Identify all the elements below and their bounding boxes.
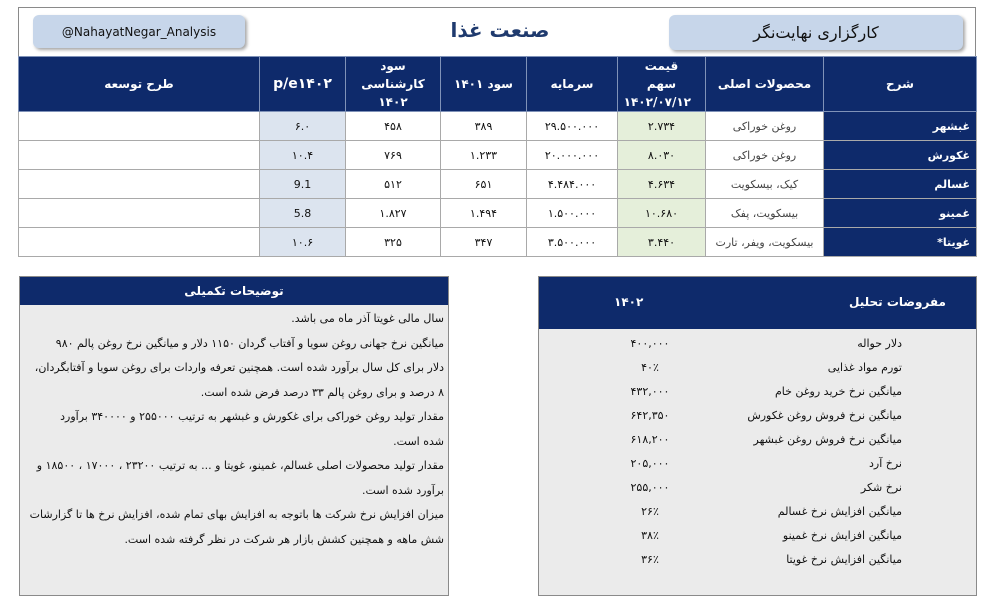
- stock-product: بیسکویت، پفک: [706, 199, 824, 228]
- analysis-assumptions-header: [539, 277, 976, 329]
- col-header-description: شرح: [824, 57, 977, 112]
- assumption-label: میانگین افزایش نرخ غسالم: [777, 505, 902, 518]
- note-line: میانگین نرخ جهانی روغن سویا و آفتاب گردان ۱۱۵۰ دلار و میانگین نرخ روغن پالم ۹۸۰: [55, 336, 444, 350]
- notes-header: توضیحات تکمیلی: [20, 277, 448, 305]
- stock-price: ۴.۶۳۴: [618, 170, 706, 199]
- col-header-plan: طرح توسعه: [19, 57, 260, 112]
- stock-profit-1402: ۴۵۸: [346, 112, 441, 141]
- stock-profit-1402: ۱.۸۲۷: [346, 199, 441, 228]
- assumption-value: ۲۶٪: [641, 505, 659, 518]
- stock-capital: ۲۰.۰۰۰.۰۰۰: [527, 141, 618, 170]
- stock-profit-1401: ۶۵۱: [441, 170, 527, 199]
- stock-capital: ۳.۵۰۰.۰۰۰: [527, 228, 618, 257]
- notes-body: [22, 307, 446, 552]
- assumption-label: میانگین نرخ خرید روغن خام: [774, 385, 902, 398]
- table-row: [19, 199, 977, 228]
- col-header-profit-1401: سود ۱۴۰۱: [441, 57, 527, 112]
- assumption-label: میانگین افزایش نرخ غویتا: [786, 553, 902, 566]
- note-line: ۸ درصد و برای روغن پالم ۳۳ درصد فرض شده است.: [200, 385, 444, 399]
- stock-profit-1401: ۳۴۷: [441, 228, 527, 257]
- stock-pe: ۱۰.۶: [260, 228, 346, 257]
- assumption-label: نرخ شکر: [860, 481, 902, 494]
- stock-product: کیک، بیسکویت: [706, 170, 824, 199]
- list-item: [540, 332, 976, 356]
- note-line: شده است.: [393, 434, 444, 448]
- stock-profit-1401: ۱.۲۳۳: [441, 141, 527, 170]
- assumption-value: ۴۳۲,۰۰۰: [630, 385, 670, 398]
- stock-profit-1402: ۷۶۹: [346, 141, 441, 170]
- analysis-year: ۱۴۰۲: [614, 295, 644, 309]
- assumption-value: ۳۶٪: [641, 553, 659, 566]
- assumption-label: تورم مواد غذایی: [827, 361, 902, 374]
- stock-profit-1402: ۵۱۲: [346, 170, 441, 199]
- note-line: سال مالی غویتا آذر ماه می باشد.: [291, 312, 444, 325]
- stock-profit-1401: ۳۸۹: [441, 112, 527, 141]
- col-header-capital: سرمایه: [527, 57, 618, 112]
- assumption-value: ۶۴۲,۳۵۰: [630, 409, 670, 422]
- table-header-row: [19, 57, 977, 112]
- note-line: برآورد شده است.: [361, 483, 444, 497]
- page-title: صنعت غذا: [450, 18, 550, 42]
- stock-plan: [19, 112, 260, 141]
- stock-name: غسالم: [824, 170, 977, 199]
- list-item: [540, 380, 976, 404]
- assumption-value: ۴۰۰,۰۰۰: [630, 337, 670, 350]
- assumption-value: ۴۰٪: [641, 361, 659, 374]
- stock-product: روغن خوراکی: [706, 112, 824, 141]
- col-header-price: قیمت سهم ۱۴۰۲/۰۷/۱۲: [618, 57, 706, 112]
- stock-price: ۸.۰۳۰: [618, 141, 706, 170]
- stock-capital: ۱.۵۰۰.۰۰۰: [527, 199, 618, 228]
- stock-profit-1402: ۳۲۵: [346, 228, 441, 257]
- stocks-table: [18, 56, 977, 257]
- stock-pe: 9.1: [260, 170, 346, 199]
- stock-pe: 5.8: [260, 199, 346, 228]
- list-item: [540, 524, 976, 548]
- assumption-label: میانگین نرخ فروش روغن غبشهر: [753, 433, 902, 446]
- analysis-title: مفروضات تحلیل: [849, 295, 946, 309]
- assumption-label: میانگین افزایش نرخ غمینو: [782, 529, 902, 542]
- note-line: مقدار تولید محصولات اصلی غسالم، غمینو، غویتا و ... به ترتیب ۲۳۲۰۰ ، ۱۷۰۰۰ ، ۱۸۵۰۰ و: [36, 459, 444, 472]
- assumption-value: ۲۰۵,۰۰۰: [630, 457, 670, 470]
- stock-name: غکورش: [824, 141, 977, 170]
- agency-badge: [669, 15, 963, 50]
- stock-name: غمینو: [824, 199, 977, 228]
- agency-name: کارگزاری نهایت‌نگر: [753, 23, 879, 42]
- list-item: [540, 452, 976, 476]
- stock-pe: ۱۰.۴: [260, 141, 346, 170]
- table-row: [19, 228, 977, 257]
- stock-plan: [19, 170, 260, 199]
- assumption-label: نرخ آرد: [869, 457, 902, 470]
- assumption-value: ۲۵۵,۰۰۰: [630, 481, 670, 494]
- list-item: [540, 476, 976, 500]
- assumption-label: دلار حواله: [857, 337, 902, 350]
- stock-price: ۱۰.۶۸۰: [618, 199, 706, 228]
- col-header-profit-1402: سود کارشناسی ۱۴۰۲: [346, 57, 441, 112]
- list-item: [540, 404, 976, 428]
- assumption-value: ۳۸٪: [641, 529, 659, 542]
- list-item: [540, 428, 976, 452]
- assumption-label: میانگین نرخ فروش روغن غکورش: [747, 409, 902, 422]
- list-item: [540, 548, 976, 572]
- stock-price: ۲.۷۳۴: [618, 112, 706, 141]
- col-header-pe: p/e۱۴۰۲: [260, 57, 346, 112]
- note-line: میزان افزایش نرخ شرکت ها باتوجه به افزایش بهای تمام شده، افزایش نرخ ها تا گزارشات: [29, 508, 444, 521]
- channel-handle-badge: [33, 15, 245, 48]
- stock-product: روغن خوراکی: [706, 141, 824, 170]
- stock-capital: ۴.۴۸۴.۰۰۰: [527, 170, 618, 199]
- table-row: [19, 170, 977, 199]
- stock-plan: [19, 228, 260, 257]
- channel-handle: @NahayatNegar_Analysis: [61, 24, 217, 39]
- stock-name: غبشهر: [824, 112, 977, 141]
- stock-name: غویتا*: [824, 228, 977, 257]
- note-line: دلار برای کل سال برآورد شده است. همچنین تعرفه واردات برای روغن سویا و آفتابگردان،: [34, 361, 444, 374]
- note-line: شش ماهه و همچنین کشش بازار هر شرکت در نظر گرفته شده است.: [124, 532, 444, 546]
- stock-capital: ۲۹.۵۰۰.۰۰۰: [527, 112, 618, 141]
- list-item: [540, 356, 976, 380]
- stock-pe: ۶.۰: [260, 112, 346, 141]
- stock-profit-1401: ۱.۴۹۴: [441, 199, 527, 228]
- stock-price: ۳.۴۴۰: [618, 228, 706, 257]
- col-header-products: محصولات اصلی: [706, 57, 824, 112]
- list-item: [540, 500, 976, 524]
- note-line: مقدار تولید روغن خوراکی برای غکورش و غبشهر به ترتیب ۲۵۵۰۰۰ و ۳۴۰۰۰۰ برآورد: [60, 410, 444, 423]
- stock-plan: [19, 199, 260, 228]
- stock-plan: [19, 141, 260, 170]
- stock-product: بیسکویت، ویفر، تارت: [706, 228, 824, 257]
- table-row: [19, 141, 977, 170]
- table-row: [19, 112, 977, 141]
- assumption-value: ۶۱۸,۲۰۰: [630, 433, 670, 446]
